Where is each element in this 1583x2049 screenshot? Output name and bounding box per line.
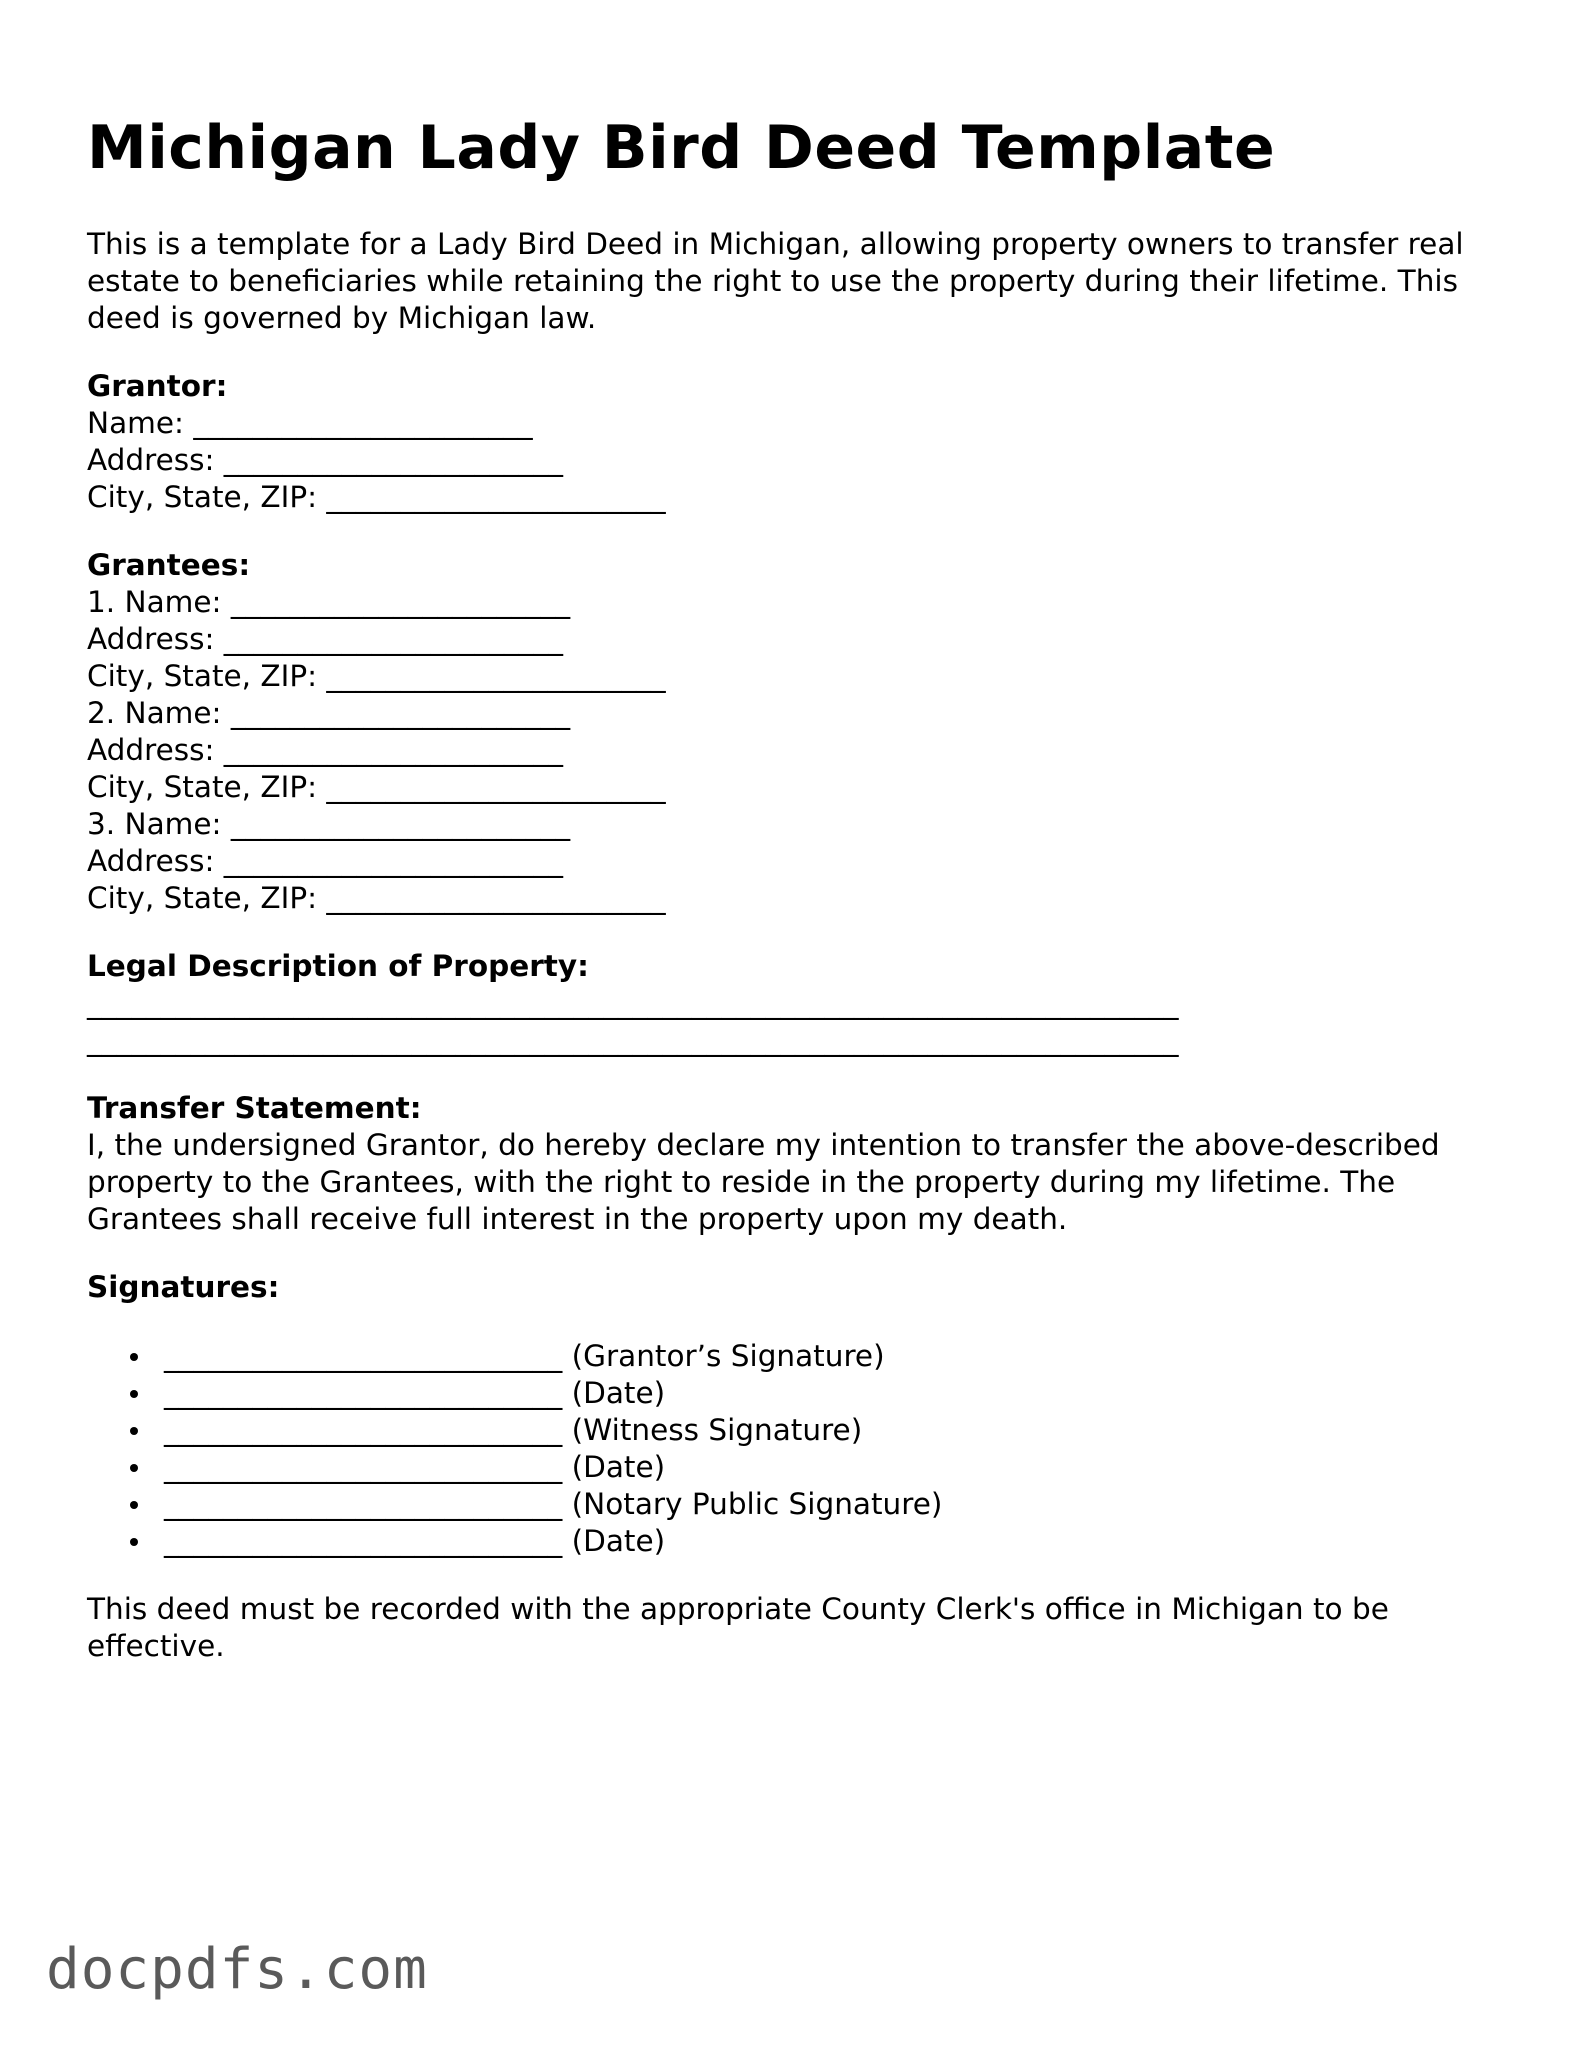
intro-paragraph: This is a template for a Lady Bird Deed in Michigan, allowing property owners to transfer real estate to beneficiaries while retaining the right to use the property during their lifetime. This deed is governed by Michigan law. xyxy=(87,227,1464,335)
signature-line-date: ___________________________ (Date) xyxy=(87,1449,1497,1486)
legal-description-line-1: __________________________________________________________________________ xyxy=(87,986,1179,1020)
grantor-name-field: Name: _______________________ xyxy=(87,406,533,440)
transfer-statement-text: I, the undersigned Grantor, do hereby declare my intention to transfer the above-described property to the Grantees, with the right to reside in the property during my lifetime. The Grantees shall receive full interest in the property upon my death. xyxy=(87,1128,1440,1236)
legal-description-section xyxy=(87,948,1497,1059)
signature-list xyxy=(87,1338,1497,1560)
grantor-address-field: Address: _______________________ xyxy=(87,443,564,477)
transfer-statement-heading: Transfer Statement: xyxy=(87,1091,422,1125)
grantee-1-name-field: 1. Name: _______________________ xyxy=(87,585,571,619)
legal-description-line-2: __________________________________________________________________________ xyxy=(87,1023,1179,1057)
grantee-2-address-field: Address: _______________________ xyxy=(87,733,564,767)
grantee-1-address-field: Address: _______________________ xyxy=(87,622,564,656)
closing-paragraph: This deed must be recorded with the appropriate County Clerk's office in Michigan to be effective. xyxy=(87,1592,1389,1663)
document-title: Michigan Lady Bird Deed Template xyxy=(87,113,1276,183)
signature-line-date: ___________________________ (Date) xyxy=(87,1523,1497,1560)
signatures-section xyxy=(87,1269,1497,1560)
signature-line-date: ___________________________ (Date) xyxy=(87,1375,1497,1412)
signature-line-notary: ___________________________ (Notary Public Signature) xyxy=(87,1486,1497,1523)
grantee-3-name-field: 3. Name: _______________________ xyxy=(87,807,571,841)
grantee-3-city-state-zip-field: City, State, ZIP: _______________________ xyxy=(87,881,666,915)
signature-line-grantor: ___________________________ (Grantor’s Signature) xyxy=(87,1338,1497,1375)
grantee-2-city-state-zip-field: City, State, ZIP: _______________________ xyxy=(87,770,666,804)
signature-line-witness: ___________________________ (Witness Signature) xyxy=(87,1412,1497,1449)
grantee-3-address-field: Address: _______________________ xyxy=(87,844,564,878)
grantees-heading: Grantees: xyxy=(87,548,251,582)
grantor-city-state-zip-field: City, State, ZIP: _______________________ xyxy=(87,480,666,514)
grantee-2-name-field: 2. Name: _______________________ xyxy=(87,696,571,730)
grantor-heading: Grantor: xyxy=(87,369,228,403)
legal-description-heading: Legal Description of Property: xyxy=(87,949,589,983)
signatures-heading: Signatures: xyxy=(87,1270,280,1304)
grantor-section xyxy=(87,368,1497,516)
transfer-statement-section xyxy=(87,1090,1497,1238)
grantees-section xyxy=(87,547,1497,917)
grantee-1-city-state-zip-field: City, State, ZIP: _______________________ xyxy=(87,659,666,693)
site-watermark: docpdfs.com xyxy=(46,1937,428,2002)
document-page xyxy=(87,108,1497,1665)
